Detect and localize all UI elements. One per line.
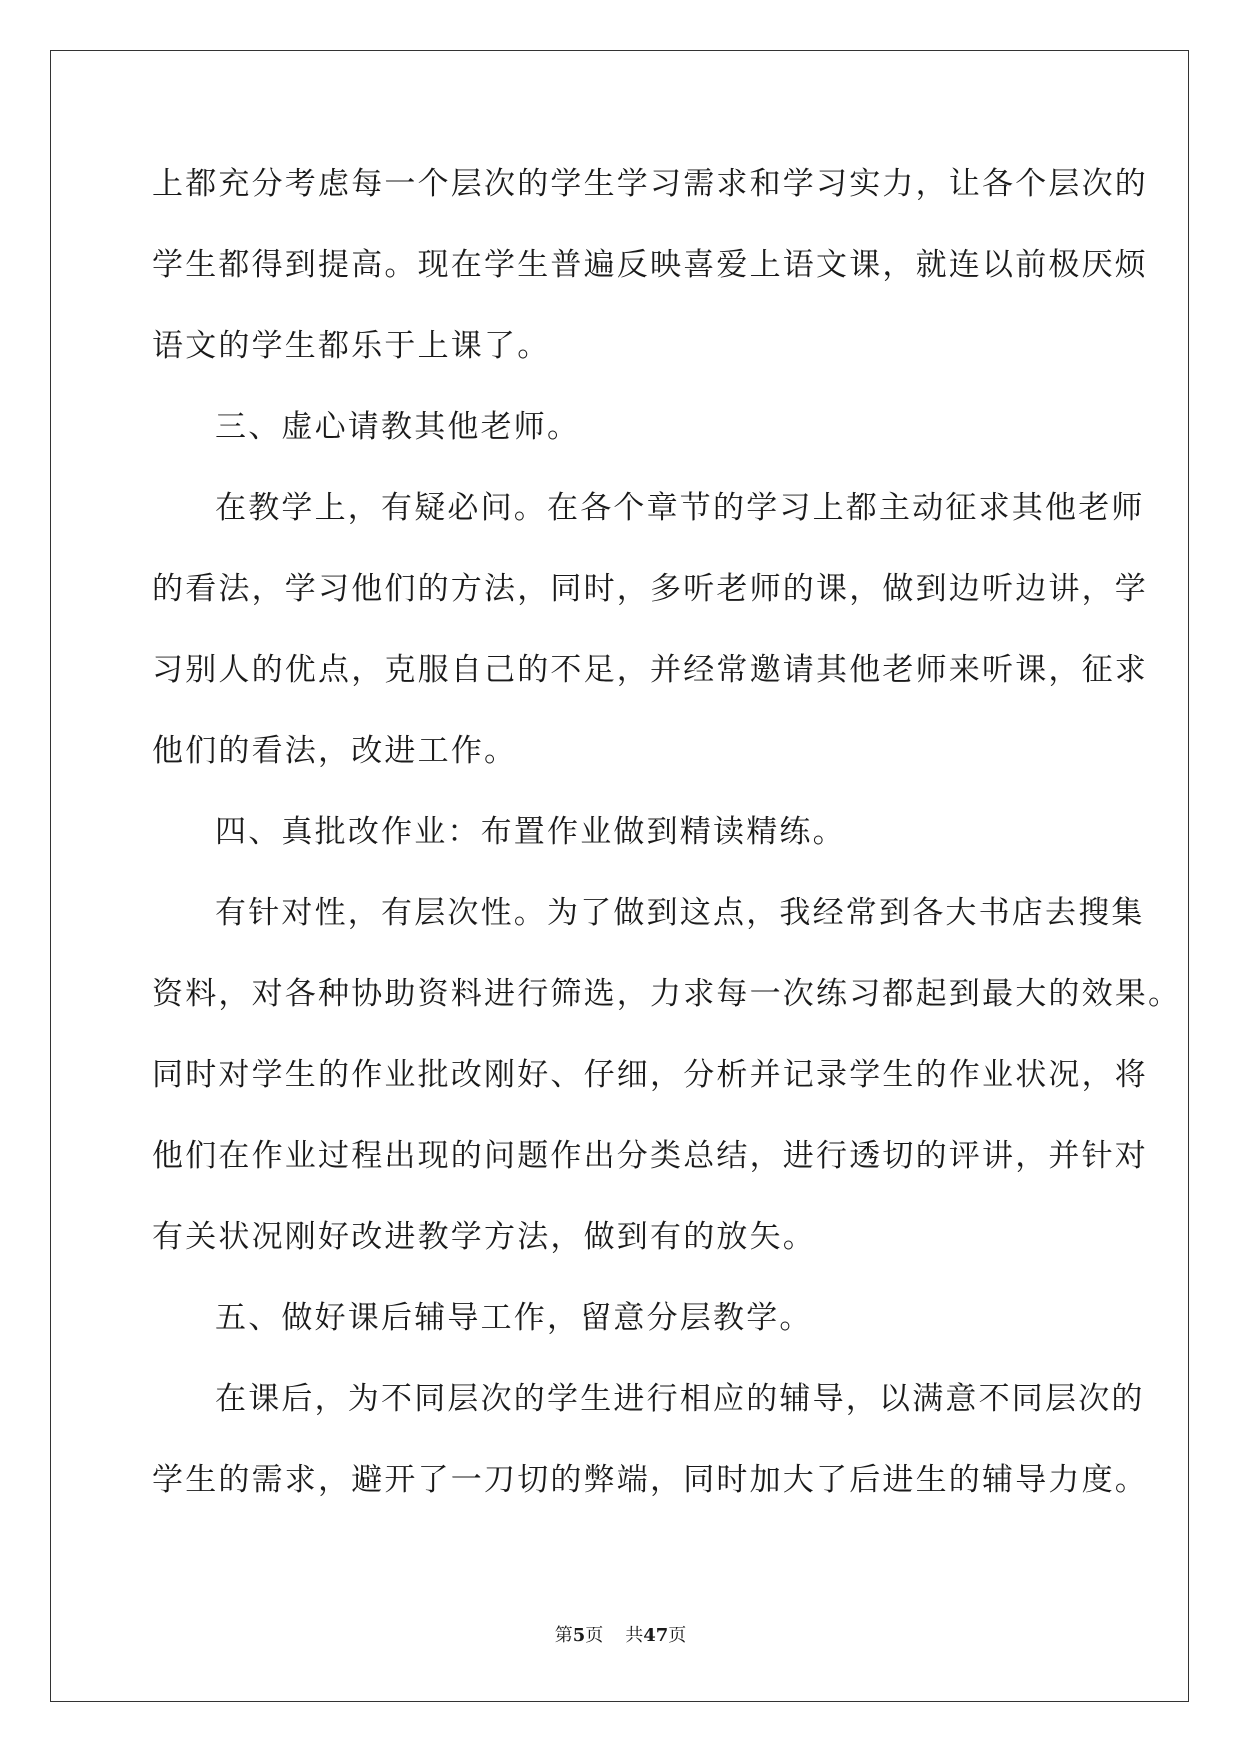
page-number: 5	[572, 1625, 586, 1646]
paragraph-start: 在课后，为不同层次的学生进行相应的辅导，以满意不同层次的	[215, 1381, 1145, 1417]
paragraph-start: 在教学上，有疑必问。在各个章节的学习上都主动征求其他老师	[215, 490, 1145, 526]
section-heading-3: 三、虚心请教其他老师。	[215, 409, 581, 445]
section-heading-5: 五、做好课后辅导工作，留意分层教学。	[215, 1300, 813, 1336]
total-pages: 47	[643, 1625, 669, 1646]
text-line: 的看法，学习他们的方法，同时，多听老师的课，做到边听边讲，学	[152, 571, 1148, 607]
page-suffix: 页	[585, 1625, 604, 1646]
page-border	[50, 50, 1189, 1702]
page-prefix: 第	[554, 1625, 573, 1646]
text-line: 语文的学生都乐于上课了。	[152, 328, 551, 364]
page-footer	[0, 1624, 1241, 1648]
text-line: 同时对学生的作业批改刚好、仔细，分析并记录学生的作业状况，将	[152, 1057, 1148, 1093]
paragraph-start: 有针对性，有层次性。为了做到这点，我经常到各大书店去搜集	[215, 895, 1145, 931]
text-line: 他们的看法，改进工作。	[152, 733, 518, 769]
text-line: 上都充分考虑每一个层次的学生学习需求和学习实力，让各个层次的	[152, 166, 1148, 202]
text-line: 有关状况刚好改进教学方法，做到有的放矢。	[152, 1219, 816, 1255]
text-line: 学生的需求，避开了一刀切的弊端，同时加大了后进生的辅导力度。	[152, 1462, 1148, 1498]
total-prefix: 共	[625, 1625, 644, 1646]
section-heading-4: 四、真批改作业：布置作业做到精读精练。	[215, 814, 846, 850]
total-suffix: 页	[668, 1625, 687, 1646]
text-line: 习别人的优点，克服自己的不足，并经常邀请其他老师来听课，征求	[152, 652, 1148, 688]
text-line: 资料，对各种协助资料进行筛选，力求每一次练习都起到最大的效果。	[152, 976, 1182, 1012]
text-line: 学生都得到提高。现在学生普遍反映喜爱上语文课，就连以前极厌烦	[152, 247, 1148, 283]
text-line: 他们在作业过程出现的问题作出分类总结，进行透切的评讲，并针对	[152, 1138, 1148, 1174]
